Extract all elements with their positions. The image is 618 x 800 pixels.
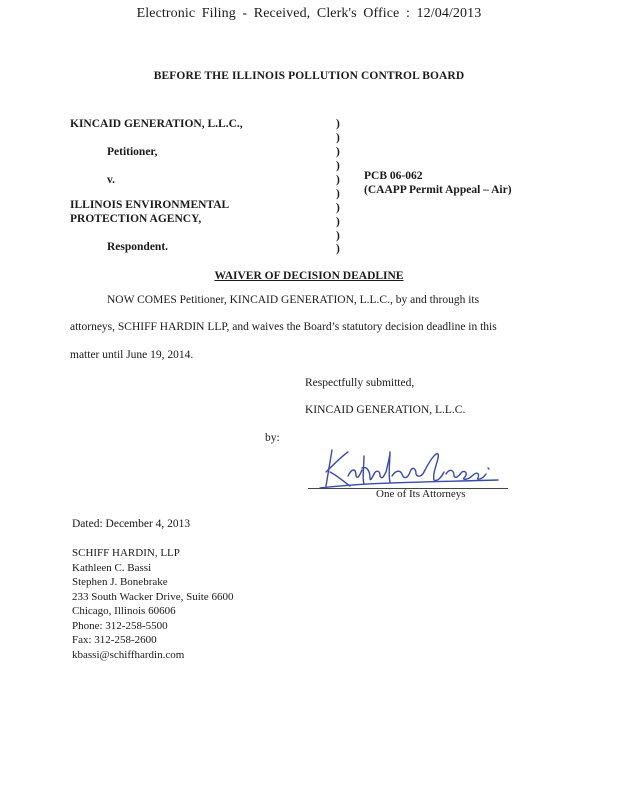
respectfully-submitted: Respectfully submitted,: [305, 377, 415, 389]
caption-paren: ): [336, 188, 340, 200]
body-line-1: NOW COMES Petitioner, KINCAID GENERATION, L.L.C., by and through its: [107, 294, 480, 306]
versus-label: v.: [107, 174, 115, 186]
petitioner-name: KINCAID GENERATION, L.L.C.,: [70, 118, 243, 130]
caption-paren: ): [336, 174, 340, 186]
body-line-2: attorneys, SCHIFF HARDIN LLP, and waives the Board’s statutory decision deadline in this: [70, 321, 497, 333]
respondent-line2: PROTECTION AGENCY,: [70, 213, 202, 225]
document-title-text: WAIVER OF DECISION DEADLINE: [214, 270, 404, 282]
attorney-1: Kathleen C. Bassi: [72, 561, 152, 574]
petitioner-role: Petitioner,: [107, 146, 158, 158]
caption-paren: ): [336, 132, 340, 144]
dated-line: Dated: December 4, 2013: [72, 518, 191, 530]
case-type: (CAAPP Permit Appeal – Air): [364, 184, 512, 196]
document-title: [0, 266, 618, 284]
respondent-role: Respondent.: [107, 241, 169, 253]
firm-name: SCHIFF HARDIN, LLP: [72, 547, 180, 559]
caption-paren: ): [336, 118, 340, 130]
address-line-1: 233 South Wacker Drive, Suite 6600: [72, 590, 234, 603]
board-heading: BEFORE THE ILLINOIS POLLUTION CONTROL BOARD: [153, 70, 465, 82]
case-number: PCB 06-062: [364, 170, 423, 182]
firm-block: [72, 546, 233, 662]
caption-paren: ): [336, 216, 340, 228]
caption-paren: ): [336, 160, 340, 172]
caption-paren: ): [336, 243, 340, 255]
phone-line: Phone: 312-258-5500: [72, 619, 168, 632]
by-label: by:: [265, 432, 280, 444]
fax-line: Fax: 312-258-2600: [72, 634, 157, 646]
filing-header: Electronic Filing - Received, Clerk's Office : 12/04/2013: [136, 6, 482, 21]
closing-company: KINCAID GENERATION, L.L.C.: [305, 404, 466, 416]
body-line-3: matter until June 19, 2014.: [70, 349, 194, 361]
caption-paren: ): [336, 202, 340, 214]
address-line-2: Chicago, Illinois 60606: [72, 605, 176, 617]
signature-caption: One of Its Attorneys: [376, 488, 466, 500]
attorney-2: Stephen J. Bonebrake: [72, 576, 168, 588]
caption-paren: ): [336, 146, 340, 158]
caption-paren: ): [336, 230, 340, 242]
email-line: kbassi@schiffhardin.com: [72, 648, 185, 661]
respondent-line1: ILLINOIS ENVIRONMENTAL: [70, 199, 230, 211]
